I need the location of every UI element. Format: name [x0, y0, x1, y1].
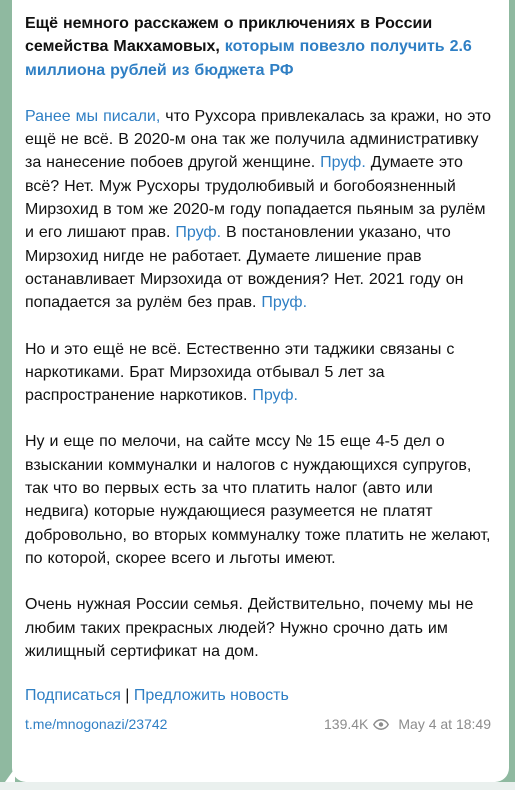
paragraph-4: Очень нужная России семья. Действительно, почему мы не любим таких прекрасных людей? Нужно срочно дать им жилищный сертификат на дом. — [25, 596, 474, 660]
proof-link-3[interactable]: Пруф. — [261, 294, 308, 312]
message-info — [324, 711, 491, 737]
paragraph-1-text-3: В постановлении указано, что Мирзохид нигде не работает. Думаете лишение прав останавливает Мирзохида от вождения? Нет. 2021 году он попадается за рулём без прав. — [25, 224, 464, 312]
paragraph-1 — [25, 105, 495, 315]
post-title — [25, 12, 495, 82]
suggest-news-link[interactable]: Предложить новость — [133, 687, 289, 705]
eye-icon — [373, 719, 389, 730]
subscribe-link[interactable]: Подписаться — [25, 687, 121, 705]
view-count: 139.4K — [324, 716, 369, 733]
proof-link-2[interactable]: Пруф. — [175, 224, 222, 242]
paragraph-2 — [25, 338, 495, 408]
paragraph-1-text-1: что Рухсора привлекалась за кражи, но это ещё не всё. В 2020-м она так же получила административку за нанесение побоев другой женщине. — [25, 107, 492, 172]
earlier-wrote-link[interactable]: Ранее мы писали, — [25, 107, 161, 125]
post-title-text: Ещё немного расскажем о приключениях в России семейства Макхамовых, — [25, 15, 433, 56]
proof-link-4[interactable]: Пруф. — [252, 387, 298, 405]
paragraph-2-text: Но и это ещё не всё. Естественно эти таджики связаны с наркотиками. Брат Мирзохида отбывал 5 лет за распространение наркотиков. — [25, 340, 455, 405]
post-title-link[interactable]: которым повезло получить 2.6 миллиона рублей из бюджета РФ — [25, 38, 472, 79]
message-bubble — [12, 0, 509, 782]
paragraph-1-text-2: Думаете это всё? Нет. Муж Русхоры трудолюбивый и богобоязненный Мирзохид в том же 2020-м году попадается пьяным за рулём и его лишают прав. — [25, 154, 486, 242]
message-meta — [25, 711, 495, 737]
proof-link-1[interactable]: Пруф. — [320, 154, 366, 172]
link-separator: | — [120, 687, 134, 705]
footer-links — [25, 684, 495, 707]
message-text — [25, 12, 495, 663]
paragraph-3: Ну и еще по мелочи, на сайте мссу № 15 еще 4-5 дел о взыскании коммуналки и налогов с нуждающихся супругов, так что во первых есть за что платить налог (авто или недвига) которые нуждающиеся разумеется не платят добровольно, во вторых коммуналку тоже платить не желают, по которой, скорее всего и льготы имеют. — [25, 433, 491, 567]
bottom-bar — [0, 782, 515, 790]
post-date: May 4 at 18:49 — [398, 716, 491, 733]
post-url-link[interactable]: t.me/mnogonazi/23742 — [25, 716, 168, 733]
